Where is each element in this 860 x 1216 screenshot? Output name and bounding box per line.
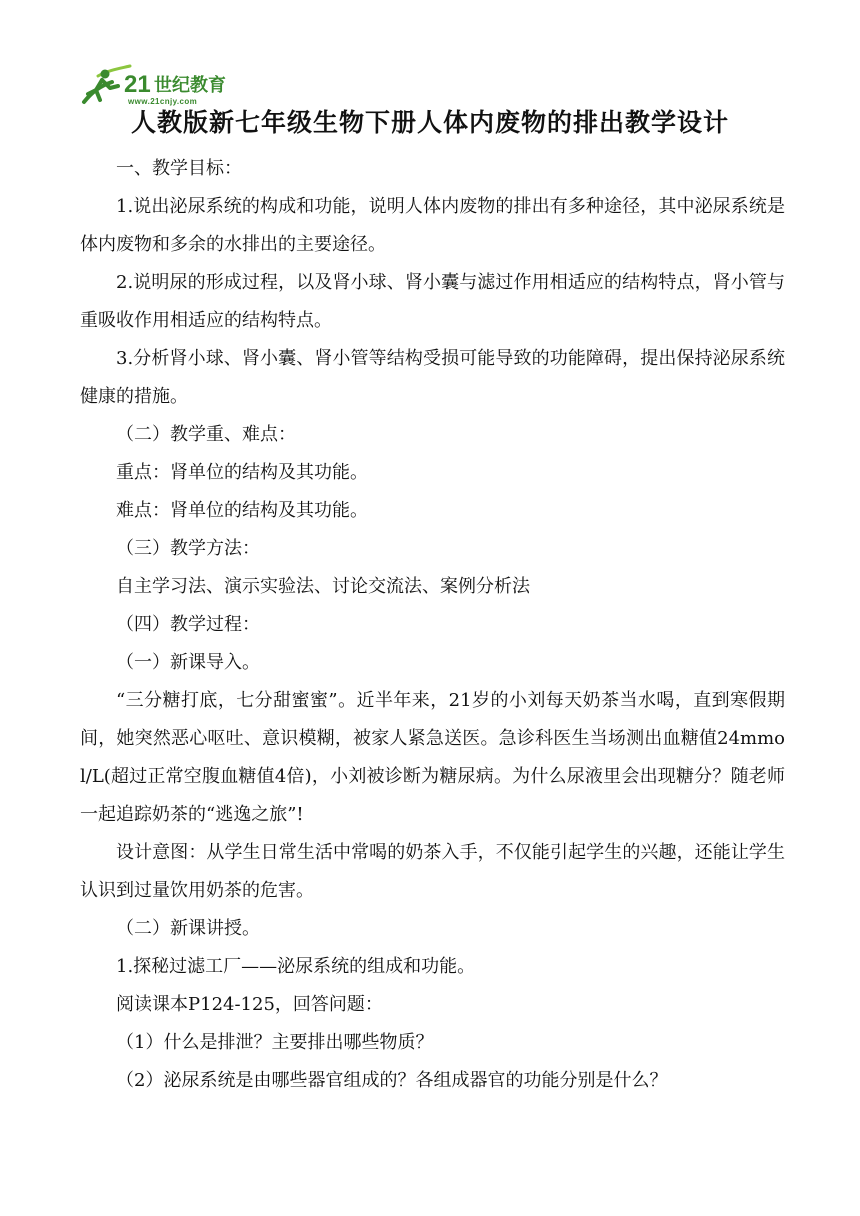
logo-url: www.21cnjy.com: [128, 97, 198, 106]
logo-brand-text: 世纪教育: [154, 75, 226, 96]
question-item: （2）泌尿系统是由哪些器官组成的？各组成器官的功能分别是什么？: [116, 1070, 668, 1091]
subsection-heading: （一）新课导入。: [116, 652, 260, 673]
brand-logo: [78, 62, 248, 108]
method-text: 自主学习法、演示实验法、讨论交流法、案例分析法: [116, 576, 530, 597]
logo-number: 21: [124, 71, 151, 98]
section-heading: （四）教学过程：: [116, 614, 260, 635]
difficult-point-text: 难点：肾单位的结构及其功能。: [116, 500, 368, 521]
document-body: [80, 150, 785, 1100]
objective-paragraph: 1.说出泌尿系统的构成和功能，说明人体内废物的排出有多种途径，其中泌尿系统是体内废物和多余的水排出的主要途径。: [80, 196, 785, 255]
key-point-text: 重点：肾单位的结构及其功能。: [116, 462, 368, 483]
question-item: （1）什么是排泄？主要排出哪些物质？: [116, 1032, 434, 1053]
objective-paragraph: 3.分析肾小球、肾小囊、肾小管等结构受损可能导致的功能障碍，提出保持泌尿系统健康的措施。: [80, 348, 785, 407]
document-title: 人教版新七年级生物下册人体内废物的排出教学设计: [130, 108, 729, 137]
objective-paragraph: 2.说明尿的形成过程，以及肾小球、肾小囊与滤过作用相适应的结构特点，肾小管与重吸收作用相适应的结构特点。: [80, 272, 785, 331]
section-heading: （二）教学重、难点：: [116, 424, 296, 445]
topic-heading: 1.探秘过滤工厂——泌尿系统的组成和功能。: [116, 956, 476, 977]
section-heading: 一、教学目标：: [116, 158, 242, 179]
intro-paragraph: “三分糖打底，七分甜蜜蜜”。近半年来，21岁的小刘每天奶茶当水喝，直到寒假期间，她突然恶心呕吐、意识模糊，被家人紧急送医。急诊科医生当场测出血糖值24mmol/L(超过正常空腹血糖值4倍)，小刘被诊断为糖尿病。为什么尿液里会出现糖分？随老师一起追踪奶茶的“逃逸之旅”!: [80, 690, 785, 825]
section-heading: （三）教学方法：: [116, 538, 260, 559]
subsection-heading: （二）新课讲授。: [116, 918, 260, 939]
design-intent-paragraph: 设计意图：从学生日常生活中常喝的奶茶入手，不仅能引起学生的兴趣，还能让学生认识到过量饮用奶茶的危害。: [80, 842, 785, 901]
reading-task-text: 阅读课本P124-125，回答问题：: [116, 994, 383, 1015]
running-man-logo-icon: [78, 62, 248, 108]
